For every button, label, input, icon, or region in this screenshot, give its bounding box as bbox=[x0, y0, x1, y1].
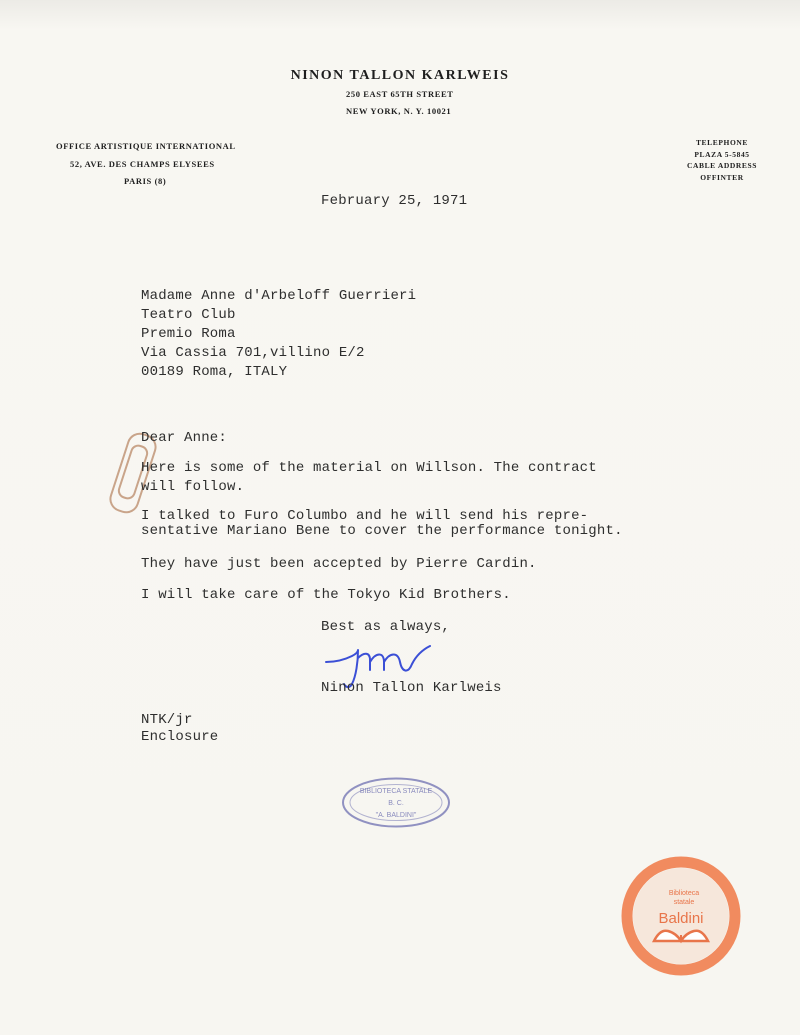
initials: NTK/jr bbox=[141, 712, 193, 728]
signer-name: Ninon Tallon Karlweis bbox=[321, 680, 502, 696]
telephone-label: TELEPHONE bbox=[695, 138, 749, 147]
logo-text-biblioteca: Biblioteca bbox=[668, 890, 700, 897]
recipient-org: Teatro Club bbox=[141, 307, 236, 323]
logo-text-baldini: Baldini bbox=[658, 910, 704, 927]
office-street: 52, AVE. DES CHAMPS ELYSEES bbox=[70, 158, 215, 169]
library-stamp bbox=[340, 775, 452, 830]
stamp-text-top: BIBLIOTECA STATALE bbox=[359, 788, 433, 795]
letterhead-street: 250 EAST 65TH STREET bbox=[346, 89, 454, 99]
paragraph-4: I will take care of the Tokyo Kid Brothers. bbox=[141, 587, 511, 603]
baldini-library-logo bbox=[620, 855, 742, 977]
logo-text-statale: statale bbox=[673, 899, 695, 906]
closing: Best as always, bbox=[321, 619, 451, 635]
paragraph-1-line-1: Here is some of the material on Willson. The contract bbox=[141, 460, 597, 476]
paragraph-3: They have just been accepted by Pierre Cardin. bbox=[141, 556, 537, 572]
letterhead-city: NEW YORK, N. Y. 10021 bbox=[346, 106, 452, 116]
enclosure-note: Enclosure bbox=[141, 729, 219, 745]
stamp-text-middle: B. C. bbox=[388, 800, 404, 807]
contact-block bbox=[672, 137, 772, 183]
office-name: OFFICE ARTISTIQUE INTERNATIONAL bbox=[56, 141, 236, 151]
office-city: PARIS (8) bbox=[124, 176, 167, 186]
cable-value: OFFINTER bbox=[700, 172, 744, 182]
paris-office-block bbox=[56, 138, 236, 191]
paragraph-1-line-2: will follow. bbox=[141, 479, 245, 495]
cable-label: CABLE ADDRESS bbox=[686, 161, 758, 170]
telephone-value: PLAZA 5-5845 bbox=[694, 149, 750, 159]
salutation: Dear Anne: bbox=[141, 430, 228, 446]
paragraph-2-line-1: I talked to Furo Columbo and he will send his repre- bbox=[141, 508, 589, 524]
letter-date: February 25, 1971 bbox=[321, 193, 468, 209]
recipient-award: Premio Roma bbox=[141, 326, 236, 342]
paragraph-2-line-2: sentative Mariano Bene to cover the performance tonight. bbox=[141, 523, 623, 539]
recipient-city: 00189 Roma, ITALY bbox=[141, 364, 288, 380]
recipient-street: Via Cassia 701,villino E/2 bbox=[141, 345, 365, 361]
stamp-text-bottom: "A. BALDINI" bbox=[375, 812, 417, 819]
letterhead-name: NINON TALLON KARLWEIS bbox=[290, 68, 510, 83]
recipient-name: Madame Anne d'Arbeloff Guerrieri bbox=[141, 288, 417, 304]
